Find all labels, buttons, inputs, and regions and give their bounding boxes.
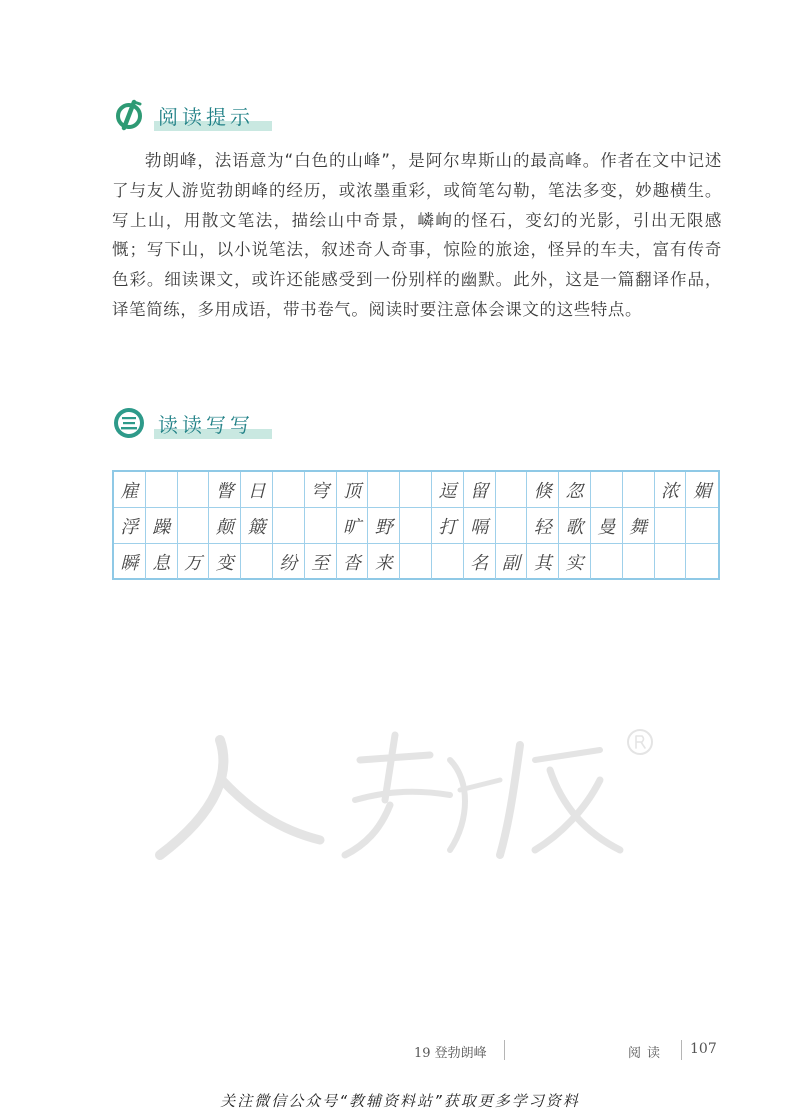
grid-cell: 嗝 [464, 508, 496, 543]
grid-cell: 来 [368, 544, 400, 579]
grid-cell: 变 [209, 544, 241, 579]
reading-tips-paragraph: 勃朗峰，法语意为“白色的山峰”，是阿尔卑斯山的最高峰。作者在文中记述了与友人游览勃朗峰的经历，或浓墨重彩，或简笔勾勒，笔法多变，妙趣横生。写上山，用散文笔法，描绘山中奇景，嶙峋的怪石，变幻的光影，引出无限感慨；写下山，以小说笔法，叙述奇人奇事，惊险的旅途，怪异的车夫，富有传奇色彩。细读课文，或许还能感受到一份别样的幽默。此外，这是一篇翻译作品，译笔简练，多用成语，带书卷气。阅读时要注意体会课文的这些特点。 [112, 151, 722, 319]
grid-cell [496, 508, 528, 543]
grid-cell: 浓 [655, 472, 687, 507]
grid-cell: 忽 [559, 472, 591, 507]
grid-cell [400, 544, 432, 579]
grid-cell: 舞 [623, 508, 655, 543]
grid-cell [655, 508, 687, 543]
grid-cell: 瞥 [209, 472, 241, 507]
grid-cell: 雇 [114, 472, 146, 507]
publisher-watermark [150, 720, 670, 870]
footer-divider [681, 1040, 682, 1060]
grid-cell: 留 [464, 472, 496, 507]
read-write-title: 读读写写 [158, 412, 254, 437]
read-write-header [112, 406, 254, 440]
grid-cell: 浮 [114, 508, 146, 543]
grid-cell [178, 508, 210, 543]
grid-cell [591, 544, 623, 579]
grid-cell: 穹 [305, 472, 337, 507]
grid-cell: 万 [178, 544, 210, 579]
reading-tips-title-wrap [154, 99, 254, 131]
grid-cell: 顶 [337, 472, 369, 507]
footer-divider [504, 1040, 505, 1060]
grid-cell: 野 [368, 508, 400, 543]
grid-row [114, 544, 718, 579]
grid-cell [241, 544, 273, 579]
bottom-note: 关注微信公众号“教辅资料站”获取更多学习资料 [220, 1092, 580, 1110]
grid-cell [496, 472, 528, 507]
grid-cell [686, 508, 718, 543]
grid-cell [623, 472, 655, 507]
grid-cell [146, 472, 178, 507]
grid-cell [432, 544, 464, 579]
lesson-title: 19 登勃朗峰 [414, 1046, 487, 1061]
grid-cell [686, 544, 718, 579]
grid-cell: 瞬 [114, 544, 146, 579]
grid-cell [623, 544, 655, 579]
grid-cell: 旷 [337, 508, 369, 543]
grid-row [114, 472, 718, 508]
vocabulary-grid [112, 470, 720, 580]
grid-cell: 息 [146, 544, 178, 579]
read-write-title-wrap [154, 407, 254, 439]
grid-cell [591, 472, 623, 507]
grid-cell: 躁 [146, 508, 178, 543]
grid-cell: 其 [527, 544, 559, 579]
reading-tips-icon [112, 98, 146, 132]
grid-cell: 名 [464, 544, 496, 579]
grid-cell: 媚 [693, 480, 712, 502]
grid-cell: 曼 [591, 508, 623, 543]
grid-cell: 倏 [527, 472, 559, 507]
grid-cell: 实 [559, 544, 591, 579]
page-footer [0, 1040, 800, 1064]
grid-row [114, 508, 718, 544]
grid-cell: 逗 [432, 472, 464, 507]
reading-tips-title: 阅读提示 [158, 104, 254, 129]
grid-cell: 日 [241, 472, 273, 507]
grid-cell: 沓 [337, 544, 369, 579]
grid-cell: 至 [305, 544, 337, 579]
grid-cell [655, 544, 687, 579]
page-number: 107 [690, 1041, 717, 1057]
grid-cell: 副 [496, 544, 528, 579]
grid-cell [368, 472, 400, 507]
grid-cell [273, 508, 305, 543]
grid-cell: 轻 [527, 508, 559, 543]
grid-cell: 纷 [273, 544, 305, 579]
grid-cell [400, 472, 432, 507]
grid-cell [273, 472, 305, 507]
grid-cell [305, 508, 337, 543]
grid-cell: 颠 [209, 508, 241, 543]
grid-cell: 簸 [241, 508, 273, 543]
section-label: 阅读 [628, 1046, 667, 1061]
grid-cell: 打 [432, 508, 464, 543]
reading-tips-header [112, 98, 254, 132]
grid-cell: 歌 [559, 508, 591, 543]
grid-cell [178, 472, 210, 507]
grid-cell [400, 508, 432, 543]
section-3-icon [112, 406, 146, 440]
